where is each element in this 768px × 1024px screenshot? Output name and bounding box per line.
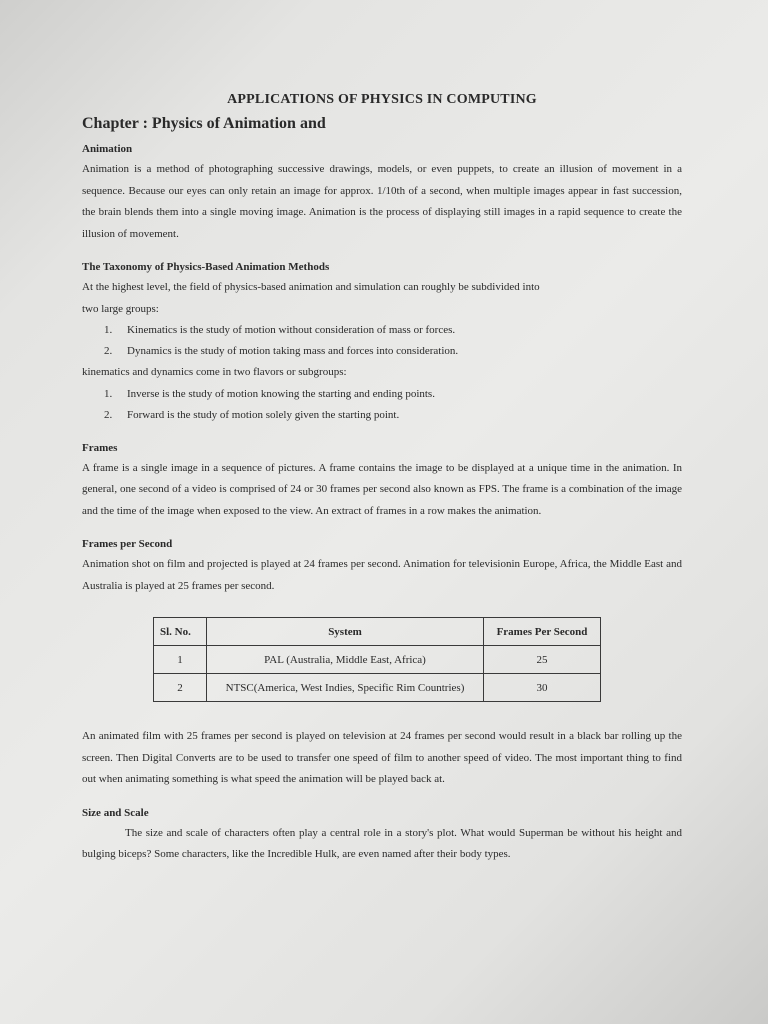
list-number: 2. <box>104 408 113 421</box>
section-heading: Frames per Second <box>82 538 173 550</box>
table-header: Sl. No. <box>154 618 207 646</box>
table-header: System <box>207 618 484 646</box>
list-item <box>104 341 682 362</box>
table-header: Frames Per Second <box>484 618 601 646</box>
table-cell: NTSC(America, West Indies, Specific Rim Countries) <box>207 674 484 702</box>
paragraph-line: two large groups: <box>82 302 159 315</box>
table-cell: 1 <box>154 646 207 674</box>
paragraph: Animation shot on film and projected is played at 24 frames per second. Animation for televisionin Europe, Africa, the Middle East and Australia is played at 25 frames per second. <box>82 558 682 592</box>
table-cell: 30 <box>484 674 601 702</box>
list-text: Dynamics is the study of motion taking mass and forces into consideration. <box>127 345 459 357</box>
section-heading: The Taxonomy of Physics-Based Animation Methods <box>82 261 330 273</box>
paragraph-line: kinematics and dynamics come in two flavors or subgroups: <box>82 366 347 378</box>
paragraph: A frame is a single image in a sequence of pictures. A frame contains the image to be displayed at a unique time in the animation. In general, one second of a video is comprised of 24 or 30 frames per second also known as FPS. The frame is a combination of the image and the time of the image when exposed to the view. An extract of frames in a row makes the animation. <box>82 461 682 517</box>
list-text: Kinematics is the study of motion without consideration of mass or forces. <box>127 324 456 336</box>
list-text: Forward is the study of motion solely given the starting point. <box>127 408 400 421</box>
table-header-row <box>154 618 601 646</box>
list-number: 2. <box>104 345 113 357</box>
table-row <box>154 674 601 702</box>
document-title: APPLICATIONS OF PHYSICS IN COMPUTING <box>227 92 537 107</box>
table-cell: PAL (Australia, Middle East, Africa) <box>207 646 484 674</box>
flavors-list <box>82 384 682 426</box>
list-number: 1. <box>104 324 113 336</box>
paragraph: An animated film with 25 frames per second is played on television at 24 frames per second would result in a black bar rolling up the screen. Then Digital Converts are to be used to transfer one speed of film to another speed of video. The most important thing to find out when animating something is what speed the animation will be played back at. <box>82 730 682 785</box>
paragraph-line: At the highest level, the field of physics-based animation and simulation can roughly be subdivided into <box>82 281 540 293</box>
section-heading: Frames <box>82 441 118 454</box>
list-item <box>104 405 682 426</box>
table-cell: 25 <box>484 646 601 674</box>
paragraph: The size and scale of characters often play a central role in a story's plot. What would Superman be without his height and bulging biceps? Some characters, like the Incredible Hulk, are even named after their body types. <box>82 826 682 860</box>
section-heading: Size and Scale <box>82 806 149 819</box>
table-cell: 2 <box>154 674 207 702</box>
section-animation <box>82 143 682 245</box>
list-text: Inverse is the study of motion knowing the starting and ending points. <box>127 387 435 400</box>
list-number: 1. <box>104 387 113 400</box>
groups-list <box>82 320 682 362</box>
section-heading: Animation <box>82 143 133 155</box>
section-frames <box>82 442 682 523</box>
list-item <box>104 320 682 341</box>
fps-table <box>153 617 601 702</box>
section-taxonomy <box>82 261 682 426</box>
section-fps <box>82 538 682 791</box>
paragraph: Animation is a method of photographing successive drawings, models, or even puppets, to create an illusion of movement in a sequence. Because our eyes can only retain an image for approx. 1/10th of a second, when multiple images appear in fast succession, the brain blends them into a single moving image. Animation is the process of displaying still images in a rapid sequence to create the illusion of movement. <box>82 163 682 240</box>
table-row <box>154 646 601 674</box>
section-size-scale <box>82 807 682 866</box>
list-item <box>104 384 682 405</box>
chapter-heading: Chapter : Physics of Animation and <box>82 115 326 132</box>
